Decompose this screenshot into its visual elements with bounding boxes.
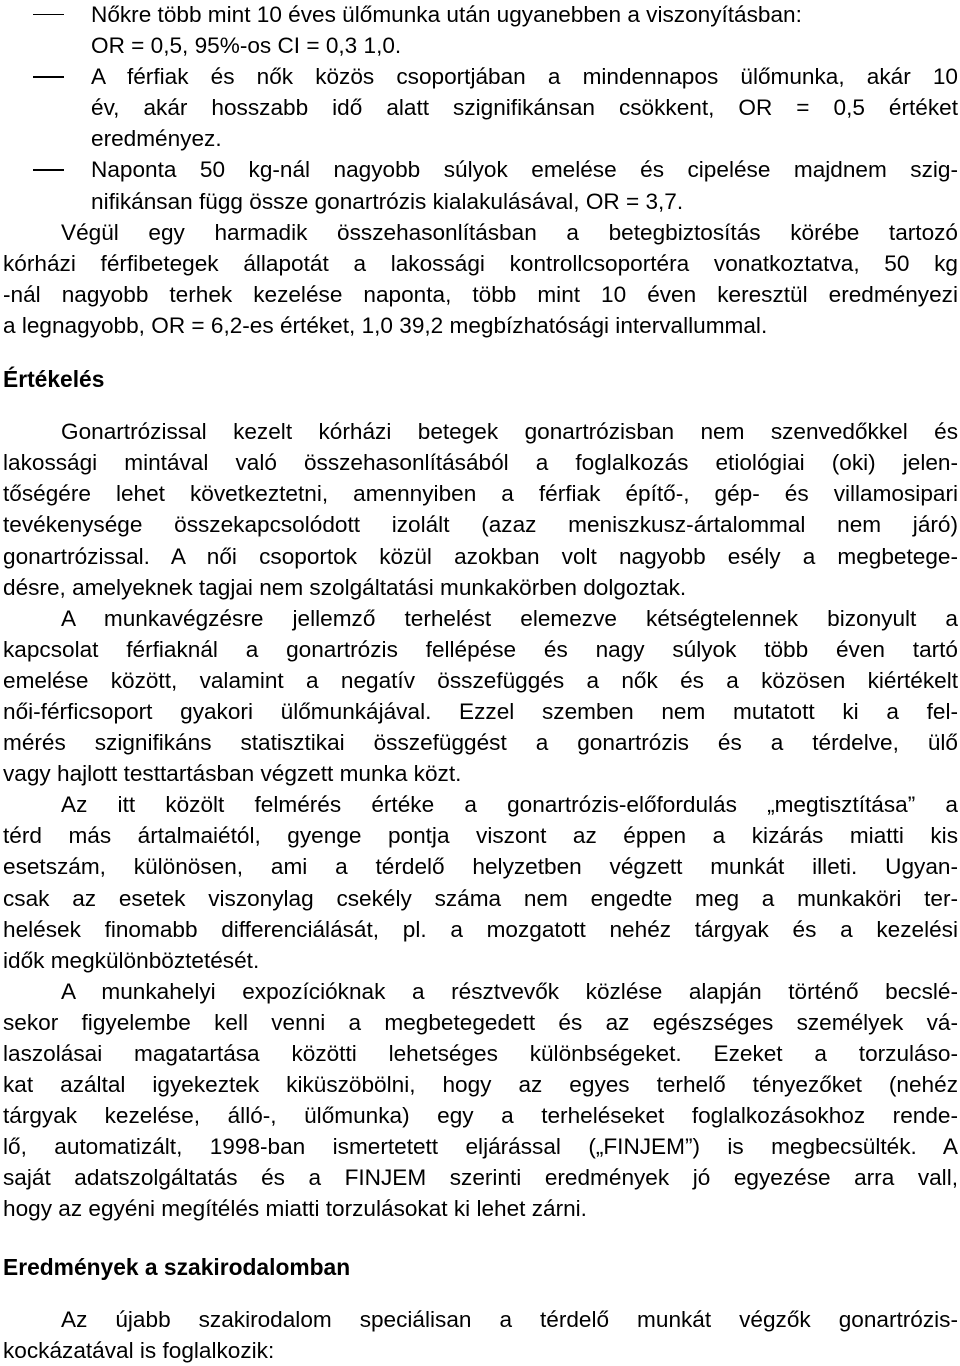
text-line: vagy hajlott testtartásban végzett munka közt.	[3, 761, 462, 787]
text-line: A munkavégzésre jellemző terhelést elemezve kétségtelennek bizonyult a	[61, 605, 958, 631]
text-line: lő, automatizált, 1998-ban ismertetett eljárással („FINJEM”) is megbecsülték. A	[3, 1134, 958, 1160]
text-line: tőségére lehet következtetni, amennyiben a férfiak építő-, gép- és villamosipari	[3, 481, 958, 507]
text-line: csak az esetek viszonylag csekély száma nem engedte meg a munkaköri ter-	[3, 885, 958, 911]
text-line: nifikánsan függ össze gonartrózis kialakulásával, OR = 3,7.	[91, 188, 684, 214]
text-line: tárgyak kezelése, álló-, ülőmunka) egy a terheléseket foglalkozásokhoz rende-	[3, 1103, 958, 1129]
dash-bullet-icon	[33, 169, 64, 170]
section-body	[3, 1304, 958, 1366]
text-line: női-férficsoport gyakori ülőmunkájával. Ezzel szemben nem mutatott ki a fel-	[3, 698, 958, 724]
text-line: Az itt közölt felmérés értéke a gonartrózis-előfordulás „megtisztítása” a	[61, 792, 958, 818]
paragraph	[3, 416, 958, 603]
text-line: idők megkülönböztetését.	[3, 947, 260, 973]
text-line: saját adatszolgáltatás és a FINJEM szerinti eredmények jó egyezése arra vall,	[3, 1165, 958, 1191]
text-line: Nőkre több mint 10 éves ülőmunka után ugyanebben a viszonyításban:	[91, 2, 802, 27]
text-line: sekor figyelembe kell venni a megbetegedett és az egészséges személyek vá-	[3, 1009, 958, 1035]
text-line: OR = 0,5, 95%-os CI = 0,3 1,0.	[91, 33, 402, 59]
paragraph	[3, 603, 958, 790]
text-line: esetszám, különösen, ami a térdelő helyzetben végzett munkát illeti. Ugyan-	[3, 854, 958, 880]
paragraph	[3, 789, 958, 976]
bullet-item	[3, 154, 958, 216]
paragraph	[3, 217, 958, 341]
dash-bullet-icon	[33, 76, 64, 77]
text-line: Az újabb szakirodalom speciálisan a térdelő munkát végzők gonartrózis-	[61, 1306, 958, 1332]
text-line: kórházi férfibetegek állapotát a lakossági kontrollcsoportéra vonatkoztatva, 50 kg	[3, 250, 958, 276]
bullet-item	[3, 0, 958, 61]
text-line: -nál nagyobb terhek kezelése naponta, több mint 10 éven keresztül eredményezi	[3, 281, 958, 307]
text-line: eredményez.	[91, 126, 222, 152]
text-line: Naponta 50 kg-nál nagyobb súlyok emelése és cipelése majdnem szig-	[91, 157, 958, 183]
text-line: A férfiak és nők közös csoportjában a mindennapos ülőmunka, akár 10	[91, 64, 958, 90]
section-body	[3, 416, 958, 1224]
text-line: A munkahelyi expozícióknak a résztvevők közlése alapján történő becslé-	[61, 978, 958, 1004]
text-line: térd más ártalmaiétól, gyenge pontja viszont az éppen a kizárás miatti kis	[3, 823, 958, 849]
text-line: hogy az egyéni megítélés miatti torzulásokat ki lehet zárni.	[3, 1196, 587, 1222]
text-line: kockázatával is foglalkozik:	[3, 1337, 275, 1363]
paragraph	[3, 976, 958, 1225]
text-line: gonartrózissal. A női csoportok közül azokban volt nagyobb esély a megbetege-	[3, 543, 958, 569]
text-line: désre, amelyeknek tagjai nem szolgáltatási munkakörben dolgoztak.	[3, 574, 687, 600]
text-line: tevékenysége összekapcsolódott izolált (azaz meniszkusz-ártalommal nem járó)	[3, 512, 958, 538]
text-line: Végül egy harmadik összehasonlításban a betegbiztosítás körébe tartozó	[61, 219, 958, 245]
text-line: év, akár hosszabb idő alatt szignifikánsan csökkent, OR = 0,5 értéket	[91, 95, 958, 121]
section-heading: Eredmények a szakirodalomban	[3, 1253, 351, 1280]
text-line: laszolásai magatartása közötti lehetséges különbségeket. Ezeket a torzuláso-	[3, 1041, 958, 1066]
bullet-item	[3, 61, 958, 154]
paragraph	[3, 1304, 958, 1366]
text-line: helések finomabb differenciálását, pl. a mozgatott nehéz tárgyak és a kezelési	[3, 916, 958, 942]
text-line: kapcsolat férfiaknál a gonartrózis fellépése és nagy súlyok több éven tartó	[3, 636, 958, 662]
text-line: mérés szignifikáns statisztikai összefüggést a gonartrózis és a térdelve, ülő	[3, 730, 958, 756]
dash-bullet-icon	[33, 14, 64, 15]
text-line: emelése között, valamint a negatív összefüggés a nők és a közösen kiértékelt	[3, 667, 958, 693]
text-line: Gonartrózissal kezelt kórházi betegek gonartrózisban nem szenvedőkkel és	[61, 419, 958, 445]
section-heading: Értékelés	[3, 366, 105, 393]
text-line: lakossági mintával való összehasonlításából a foglalkozás etiológiai (oki) jelen-	[3, 450, 958, 476]
text-line: kat azáltal igyekeztek kiküszöbölni, hogy az egyes terhelő tényezőket (nehéz	[3, 1072, 958, 1098]
text-line: a legnagyobb, OR = 6,2-es értéket, 1,0 39,2 megbízhatósági intervallummal.	[3, 312, 768, 338]
